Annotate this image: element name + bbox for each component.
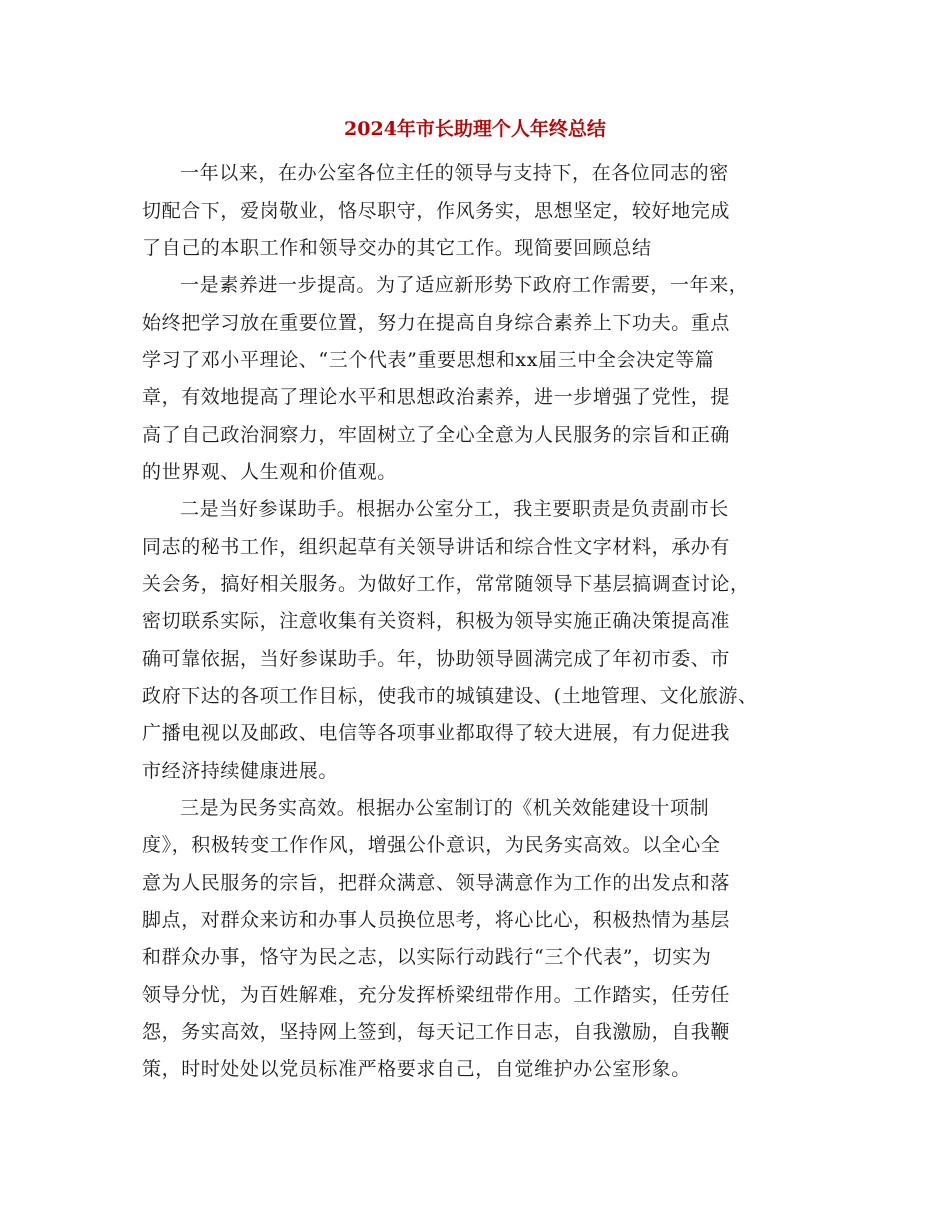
body-line: 意为人民服务的宗旨，把群众满意、领导满意作为工作的出发点和落 [142, 872, 731, 894]
body-line: 二是当好参谋助手。根据办公室分工，我主要职责是负责副市长 [180, 498, 729, 520]
body-line: 高了自己政治洞察力，牢固树立了全心全意为人民服务的宗旨和正确 [142, 424, 731, 446]
body-line: 策，时时处处以党员标准严格要求自己，自觉维护办公室形象。 [142, 1058, 691, 1080]
body-line: 密切联系实际，注意收集有关资料，积极为领导实施正确决策提高准 [142, 610, 731, 632]
body-line: 确可靠依据，当好参谋助手。年，协助领导圆满完成了年初市委、市 [142, 648, 731, 670]
body-line: 领导分忧，为百姓解难，充分发挥桥梁纽带作用。工作踏实，任劳任 [142, 984, 731, 1006]
body-line: 政府下达的各项工作目标，使我市的城镇建设、(土地管理、文化旅游、 [142, 685, 758, 707]
body-line: 切配合下，爱岗敬业，恪尽职守，作风务实，思想坚定，较好地完成 [142, 200, 731, 222]
body-line: 怨，务实高效，坚持网上签到，每天记工作日志，自我激励，自我鞭 [142, 1021, 731, 1043]
body-line: 一年以来，在办公室各位主任的领导与支持下，在各位同志的密 [180, 162, 729, 184]
body-line: 脚点，对群众来访和办事人员换位思考，将心比心，积极热情为基层 [142, 909, 731, 931]
body-line: 和群众办事，恪守为民之志，以实际行动践行“三个代表”，切实为 [142, 946, 712, 968]
body-line: 一是素养进一步提高。为了适应新形势下政府工作需要，一年来， [180, 274, 749, 296]
document-title: 2024年市长助理个人年终总结 [344, 118, 606, 140]
body-line: 关会务，搞好相关服务。为做好工作，常常随领导下基层搞调查讨论， [142, 573, 750, 595]
body-line: 始终把学习放在重要位置，努力在提高自身综合素养上下功夫。重点 [142, 312, 731, 334]
body-line: 市经济持续健康进展。 [142, 760, 339, 782]
body-line: 学习了邓小平理论、“三个代表”重要思想和xx届三中全会决定等篇 [142, 349, 715, 371]
body-line: 三是为民务实高效。根据办公室制订的《机关效能建设十项制 [180, 797, 710, 819]
body-line: 了自己的本职工作和领导交办的其它工作。现简要回顾总结 [142, 237, 652, 259]
body-line: 章，有效地提高了理论水平和思想政治素养，进一步增强了党性，提 [142, 386, 731, 408]
body-line: 广播电视以及邮政、电信等各项事业都取得了较大进展，有力促进我 [142, 722, 731, 744]
body-line: 度》，积极转变工作作风，增强公仆意识，为民务实高效。以全心全 [142, 834, 721, 856]
body-line: 的世界观、人生观和价值观。 [142, 461, 397, 483]
body-line: 同志的秘书工作，组织起草有关领导讲话和综合性文字材料，承办有 [142, 536, 731, 558]
